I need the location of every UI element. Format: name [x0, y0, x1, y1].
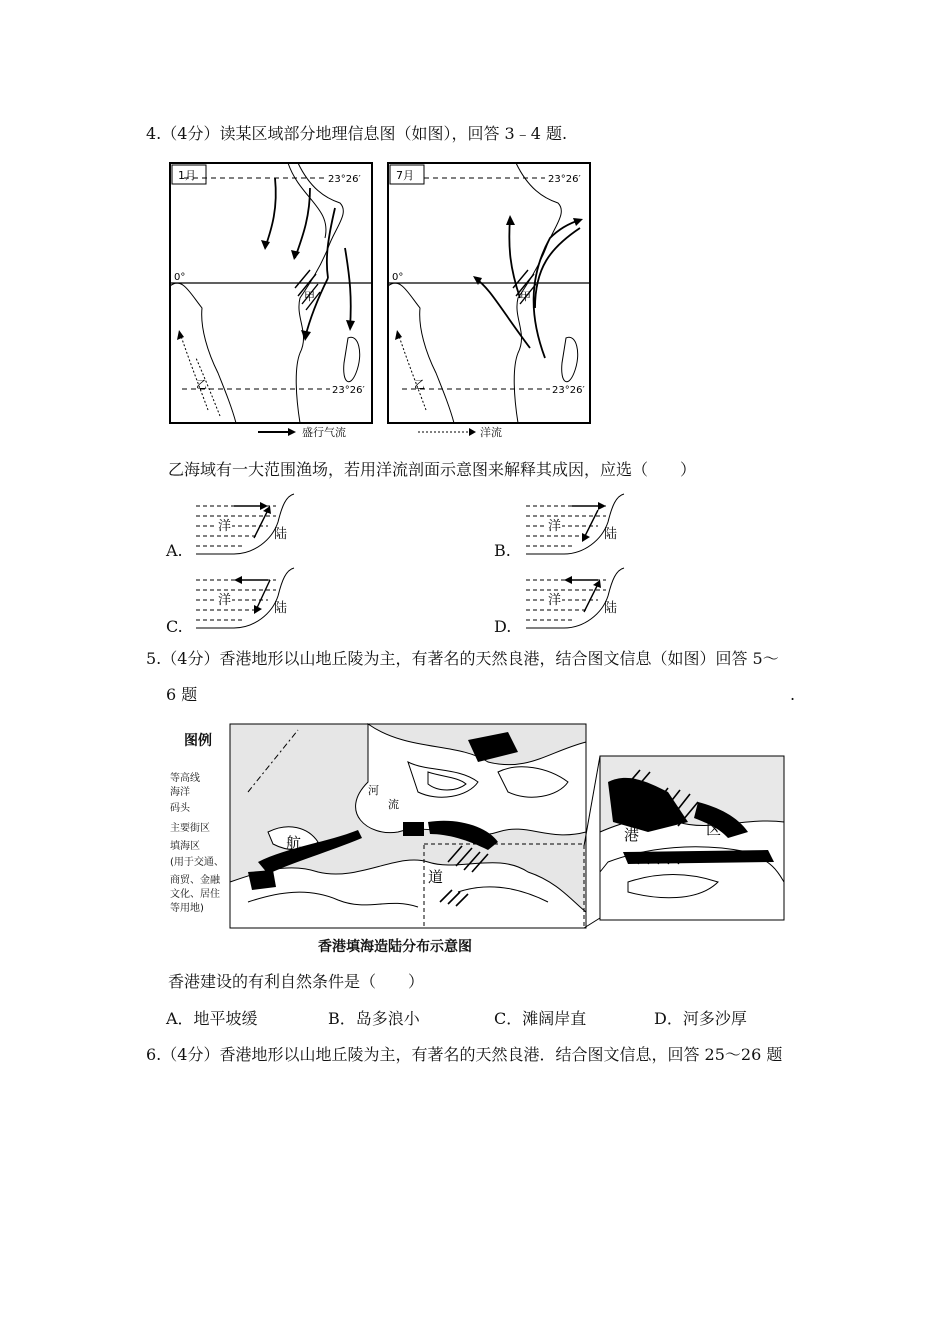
label-qu: 区 [706, 820, 722, 838]
svg-text:陆: 陆 [274, 601, 288, 616]
jan-lat-top: 23°26′ [328, 174, 361, 185]
legend-item-use3: 文化、居住 [170, 889, 220, 900]
svg-text:洋: 洋 [548, 519, 562, 534]
legend-item-use1: (用于交通、 [170, 857, 224, 868]
current-arrow-icon [418, 426, 478, 438]
jul-yi: 乙 [414, 378, 425, 391]
label-gang: 港 [624, 826, 640, 844]
jul-equator: 0° [392, 272, 404, 283]
q4-question: 乙海域有一大范围渔场，若用洋流剖面示意图来解释其成因，应选（ ） [168, 460, 697, 479]
legend-item-use4: 等用地) [170, 903, 204, 914]
jul-month-label: 7月 [396, 169, 414, 182]
legend-current: 洋流 [480, 426, 502, 439]
q6-stem: 6.（4分）香港地形以山地丘陵为主，有著名的天然良港．结合图文信息，回答 25～26 题 [146, 1045, 783, 1064]
hk-reclamation-map [228, 722, 788, 932]
label-dao: 道 [428, 868, 444, 886]
legend-item-use2: 商贸、金融 [170, 875, 220, 886]
q4-option-c-letter[interactable]: C. [166, 617, 183, 636]
jul-lat-bottom: 23°26′ [552, 385, 585, 396]
svg-text:陆: 陆 [604, 527, 618, 542]
hk-map-caption: 香港填海造陆分布示意图 [318, 939, 472, 955]
q4-option-b-diagram[interactable] [524, 492, 634, 558]
svg-text:洋: 洋 [548, 593, 562, 608]
label-liu: 流 [388, 798, 399, 811]
jan-equator: 0° [174, 272, 186, 283]
legend-item-reclaim: 填海区 [170, 841, 200, 852]
map-january [170, 163, 372, 423]
legend-wind: 盛行气流 [302, 426, 346, 439]
label-he: 河 [368, 784, 379, 797]
q5-option-b[interactable]: B．岛多浪小 [328, 1009, 420, 1028]
q4-option-b-letter[interactable]: B. [494, 541, 511, 560]
jul-lat-top: 23°26′ [548, 174, 581, 185]
jan-lat-bottom: 23°26′ [332, 385, 365, 396]
jul-jia: 甲 [520, 290, 531, 303]
svg-text:陆: 陆 [604, 601, 618, 616]
q5-stem-dot: . [790, 685, 796, 704]
q5-option-d[interactable]: D．河多沙厚 [654, 1009, 747, 1028]
wind-arrow-icon [258, 426, 298, 438]
q5-question: 香港建设的有利自然条件是（ ） [168, 972, 425, 991]
legend-item-contour: 等高线 [170, 773, 200, 784]
legend-item-ocean: 海洋 [170, 787, 190, 798]
svg-text:陆: 陆 [274, 527, 288, 542]
hk-map-legend [170, 724, 230, 934]
map-july-detail [380, 158, 610, 450]
q5-stem-line2: 6 题 [166, 685, 198, 704]
q4-option-a-diagram[interactable] [194, 492, 304, 558]
jan-yi: 乙 [196, 378, 207, 391]
jan-month-label: 1月 [178, 169, 196, 182]
q4-option-c-diagram[interactable] [194, 566, 304, 632]
q5-stem-line1: 5.（4分）香港地形以山地丘陵为主，有著名的天然良港，结合图文信息（如图）回答 5～ [146, 649, 779, 668]
q5-option-a[interactable]: A．地平坡缓 [166, 1009, 258, 1028]
legend-item-pier: 码头 [170, 803, 190, 814]
q4-map-legend [258, 424, 618, 444]
label-hang: 航 [286, 834, 302, 852]
legend-item-district: 主要街区 [170, 823, 210, 834]
q4-option-d-diagram[interactable] [524, 566, 634, 632]
legend-title: 图例 [184, 733, 212, 749]
q5-option-c[interactable]: C．滩阔岸直 [494, 1009, 587, 1028]
q4-stem: 4.（4分）读某区域部分地理信息图（如图），回答 3﹣4 题. [146, 124, 568, 143]
q4-option-d-letter[interactable]: D. [494, 617, 512, 636]
svg-text:洋: 洋 [218, 519, 232, 534]
q4-option-a-letter[interactable]: A. [166, 541, 183, 560]
jan-jia: 甲 [304, 290, 315, 303]
svg-text:洋: 洋 [218, 593, 232, 608]
